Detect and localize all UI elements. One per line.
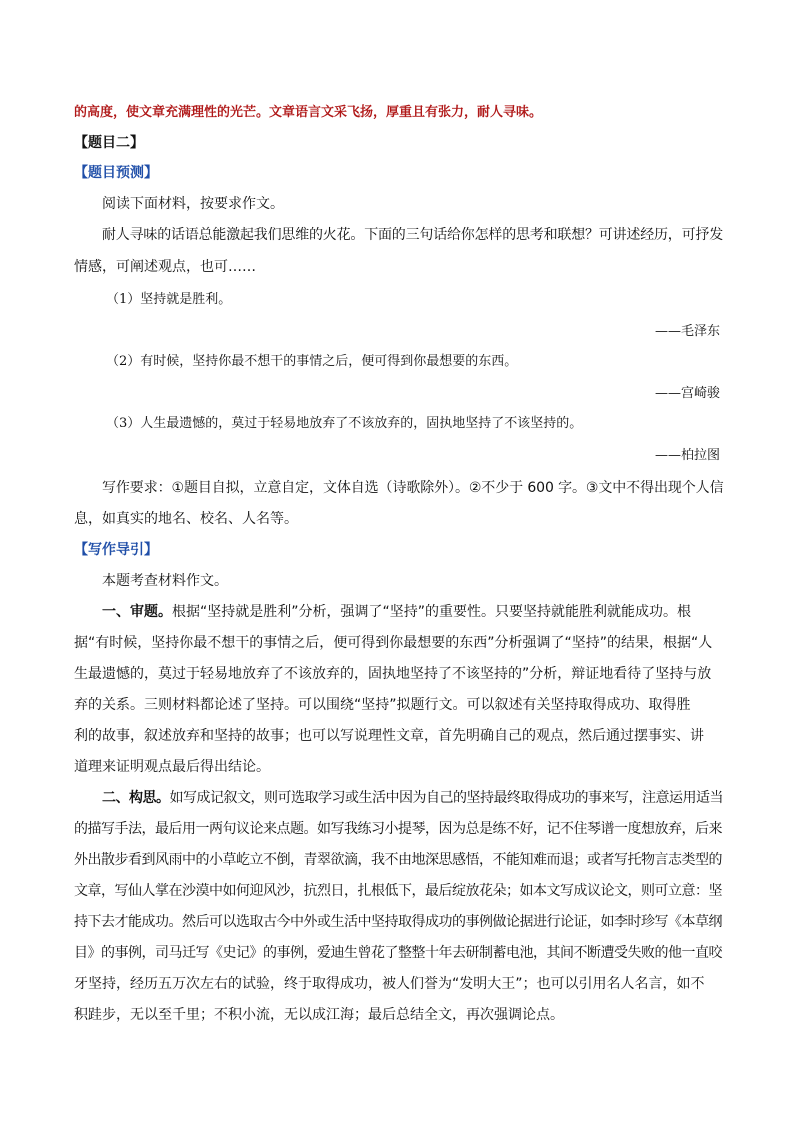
section2-line: 文章，写仙人掌在沙漠中如何迎风沙，抗烈日，扎根低下，最后绽放花朵；如本文写成议论文，则可立意：坚 bbox=[74, 883, 722, 899]
section2-text: 如写成记叙文，则可选取学习或生活中因为自己的坚持最终取得成功的事来写，注意运用适当 bbox=[169, 790, 723, 806]
requirements-line: 息，如真实的地名、校名、人名等。 bbox=[74, 511, 298, 527]
section1-line: 据“有时候，坚持你最不想干的事情之后，便可得到你最想要的东西”分析强调了“坚持”的结果，根据“人 bbox=[74, 635, 713, 651]
section1-line: 利的故事，叙述放弃和坚持的故事；也可以写说理性文章，首先明确自己的观点，然后通过摆事实、讲 bbox=[74, 728, 704, 744]
section1-line: 道理来证明观点最后得出结论。 bbox=[74, 759, 270, 775]
quote-text: （2）有时候，坚持你最不想干的事情之后，便可得到你最想要的东西。 bbox=[106, 354, 518, 369]
section2-line: 的描写手法，最后用一两句议论来点题。如写我练习小提琴，因为总是练不好，记不住琴谱一度想放弃，后来 bbox=[74, 821, 722, 837]
section1-line: 生最遗憾的，莫过于轻易地放弃了不该放弃的，固执地坚持了不该坚持的”分析，辩证地看待了坚持与放 bbox=[74, 666, 712, 682]
section1-line: 弃的关系。三则材料都论述了坚持。可以围绕“坚持”拟题行文。可以叙述有关坚持取得成功、取得胜 bbox=[74, 697, 691, 713]
guide-intro: 本题考查材料作文。 bbox=[102, 573, 228, 589]
heading-writing-guide: 【写作导引】 bbox=[74, 542, 158, 558]
section2-line: 外出散步看到风雨中的小草屹立不倒，青翠欲滴，我不由地深思感悟，不能知难而退；或者写托物言志类型的 bbox=[74, 852, 722, 868]
section2-line: 目》的事例，司马迁写《史记》的事例，爱迪生曾花了整整十年去研制蓄电池，其间不断遭受失败的他一直咬 bbox=[74, 945, 722, 961]
material-line: 耐人寻味的话语总能激起我们思维的火花。下面的三句话给你怎样的思考和联想？可讲述经历，可抒发 bbox=[102, 227, 723, 243]
quote-text: （3）人生最遗憾的，莫过于轻易地放弃了不该放弃的，固执地坚持了不该坚持的。 bbox=[106, 416, 583, 431]
section2-label: 二、构思。 bbox=[102, 790, 170, 806]
material-line: 情感，可阐述观点，也可…… bbox=[74, 259, 256, 275]
quote-text: （1）坚持就是胜利。 bbox=[106, 292, 232, 307]
quote-author: ——宫崎骏 bbox=[654, 386, 720, 401]
section1-text: 根据“坚持就是胜利”分析，强调了“坚持”的重要性。只要坚持就能胜利就能成功。根 bbox=[172, 604, 692, 620]
heading-topic-predict: 【题目预测】 bbox=[74, 165, 158, 181]
section1-line bbox=[102, 602, 724, 622]
quote-author: ——柏拉图 bbox=[654, 448, 720, 463]
section2-line: 牙坚持，经历五万次左右的试验，终于取得成功，被人们誉为“发明大王”；也可以引用名人名言，如不 bbox=[74, 976, 705, 992]
requirements-line: 写作要求：①题目自拟，立意自定，文体自选（诗歌除外）。②不少于 600 字。③文中不得出现个人信 bbox=[102, 480, 724, 496]
instruction-text: 阅读下面材料，按要求作文。 bbox=[102, 196, 284, 212]
quote-author: ——毛泽东 bbox=[654, 324, 720, 339]
section1-label: 一、审题。 bbox=[102, 604, 172, 620]
section2-line bbox=[102, 788, 724, 808]
section2-line: 持下去才能成功。然后可以选取古今中外或生活中坚持取得成功的事例做论据进行论证，如李时珍写《本草纲 bbox=[74, 914, 722, 930]
heading-topic-2: 【题目二】 bbox=[74, 135, 144, 151]
intro-red-text: 的高度，使文章充满理性的光芒。文章语言文采飞扬，厚重且有张力，耐人寻味。 bbox=[74, 105, 543, 120]
section2-line: 积跬步，无以至千里；不积小流，无以成江海；最后总结全文，再次强调论点。 bbox=[74, 1007, 564, 1023]
